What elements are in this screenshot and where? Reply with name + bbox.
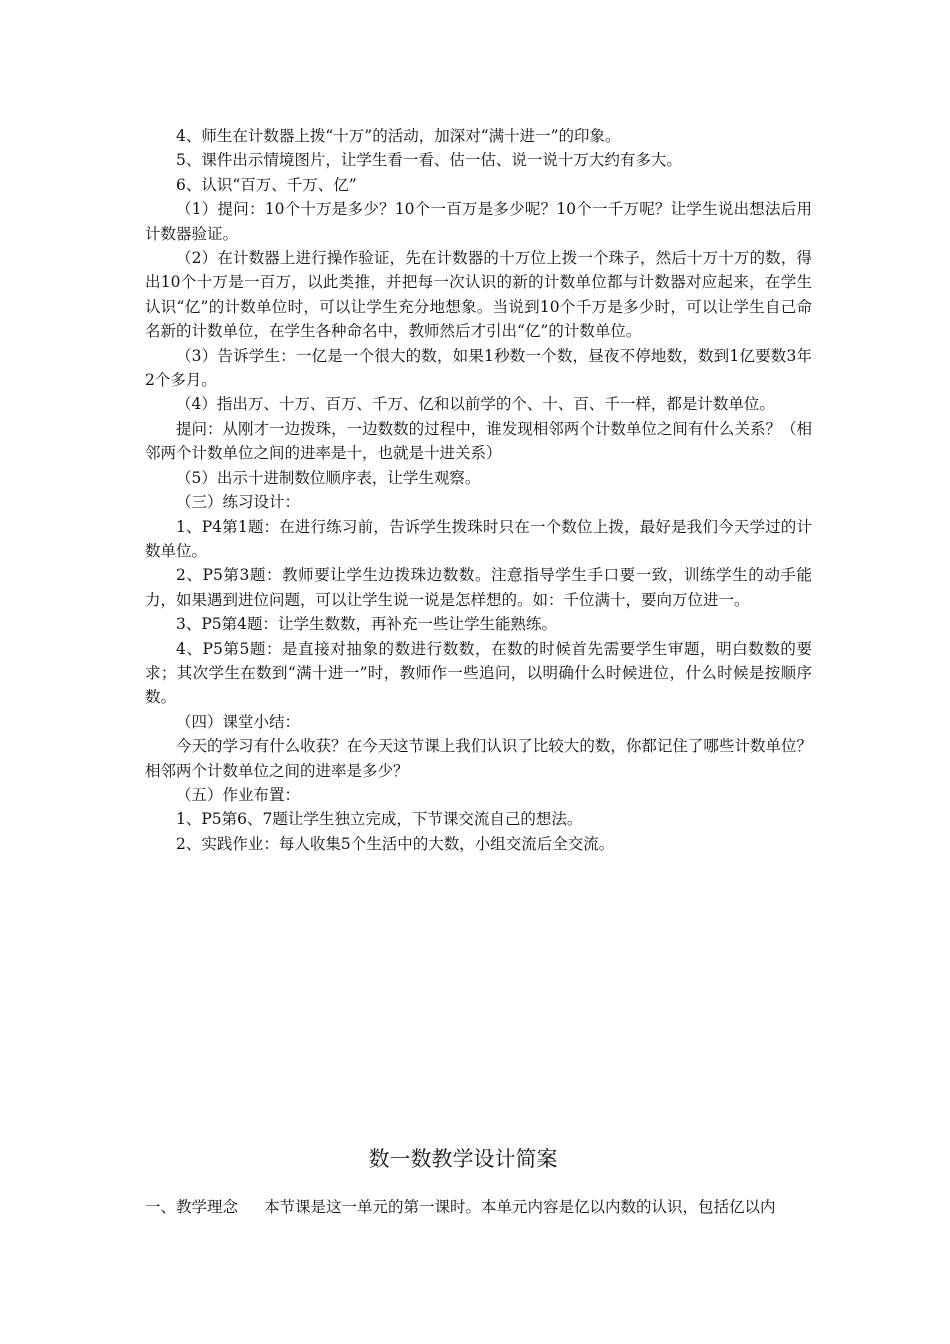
paragraph: 今天的学习有什么收获？在今天这节课上我们认识了比较大的数，你都记住了哪些计数单位？相邻两个计数单位之间的进率是多少？ (145, 737, 812, 780)
paragraph: 1、P4第1题：在进行练习前，告诉学生拨珠时只在一个数位上拨，最好是我们今天学过的计数单位。 (145, 517, 812, 560)
teaching-concept-line (145, 1195, 825, 1219)
paragraph: （2）在计数器上进行操作验证，先在计数器的十万位上拨一个珠子，然后十万十万的数，得出10个十万是一百万，以此类推，并把每一次认识的新的计数单位都与计数器对应起来，在学生认识“亿”的计数单位时，可以让学生充分地想象。当说到10个千万是多少时，可以让学生自己命名新的计数单位，在学生各种命名中，教师然后才引出“亿”的计数单位。 (145, 249, 812, 341)
section-title: 数一数教学设计简案 (368, 1147, 558, 1171)
paragraph: 提问：从刚才一边拨珠，一边数数的过程中，谁发现相邻两个计数单位之间有什么关系？（相邻两个计数单位之间的进率是十，也就是十进关系） (145, 419, 812, 463)
concept-text: 本节课是这一单元的第一课时。本单元内容是亿以内数的认识，包括亿以内 (264, 1198, 776, 1216)
paragraph: 6、认识“百万、千万、亿” (176, 175, 357, 194)
paragraph: 2、P5第3题：教师要让学生边拨珠边数数。注意指导学生手口要一致，训练学生的动手能力，如果遇到进位问题，可以让学生说一说是怎样想的。如：千位满十，要向万位进一。 (145, 566, 812, 609)
paragraph: （5）出示十进制数位顺序表，让学生观察。 (176, 468, 481, 487)
paragraph: 1、P5第6、7题让学生独立完成，下节课交流自己的想法。 (176, 810, 583, 829)
paragraph: 3、P5第4题：让学生数数，再补充一些让学生能熟练。 (176, 615, 558, 634)
paragraph: 4、P5第5题：是直接对抽象的数进行数数，在数的时候首先需要学生审题，明白数数的要求；其次学生在数到“满十进一”时，教师作一些追问，以明确什么时候进位，什么时候是按顺序数。 (145, 639, 812, 707)
lesson-body (145, 124, 812, 856)
concept-heading: 一、教学理念 (145, 1198, 239, 1216)
paragraph: （五）作业布置： (176, 785, 301, 804)
paragraph: 5、课件出示情境图片，让学生看一看、估一估、说一说十万大约有多大。 (176, 151, 682, 170)
paragraph: （4）指出万、十万、百万、千万、亿和以前学的个、十、百、千一样，都是计数单位。 (176, 395, 775, 414)
paragraph: 4、师生在计数器上拨“十万”的活动，加深对“满十进一”的印象。 (176, 127, 621, 145)
paragraph: （3）告诉学生：一亿是一个很大的数，如果1秒数一个数，昼夜不停地数，数到1亿要数3年2个多月。 (145, 346, 812, 390)
paragraph: （四）课堂小结： (176, 712, 301, 731)
paragraph: （三）练习设计： (176, 493, 301, 512)
paragraph: 2、实践作业：每人收集5个生活中的大数，小组交流后全交流。 (176, 834, 615, 853)
paragraph: （1）提问：10个十万是多少？10个一百万是多少呢？10个一千万呢？让学生说出想法后用计数器验证。 (145, 200, 812, 243)
